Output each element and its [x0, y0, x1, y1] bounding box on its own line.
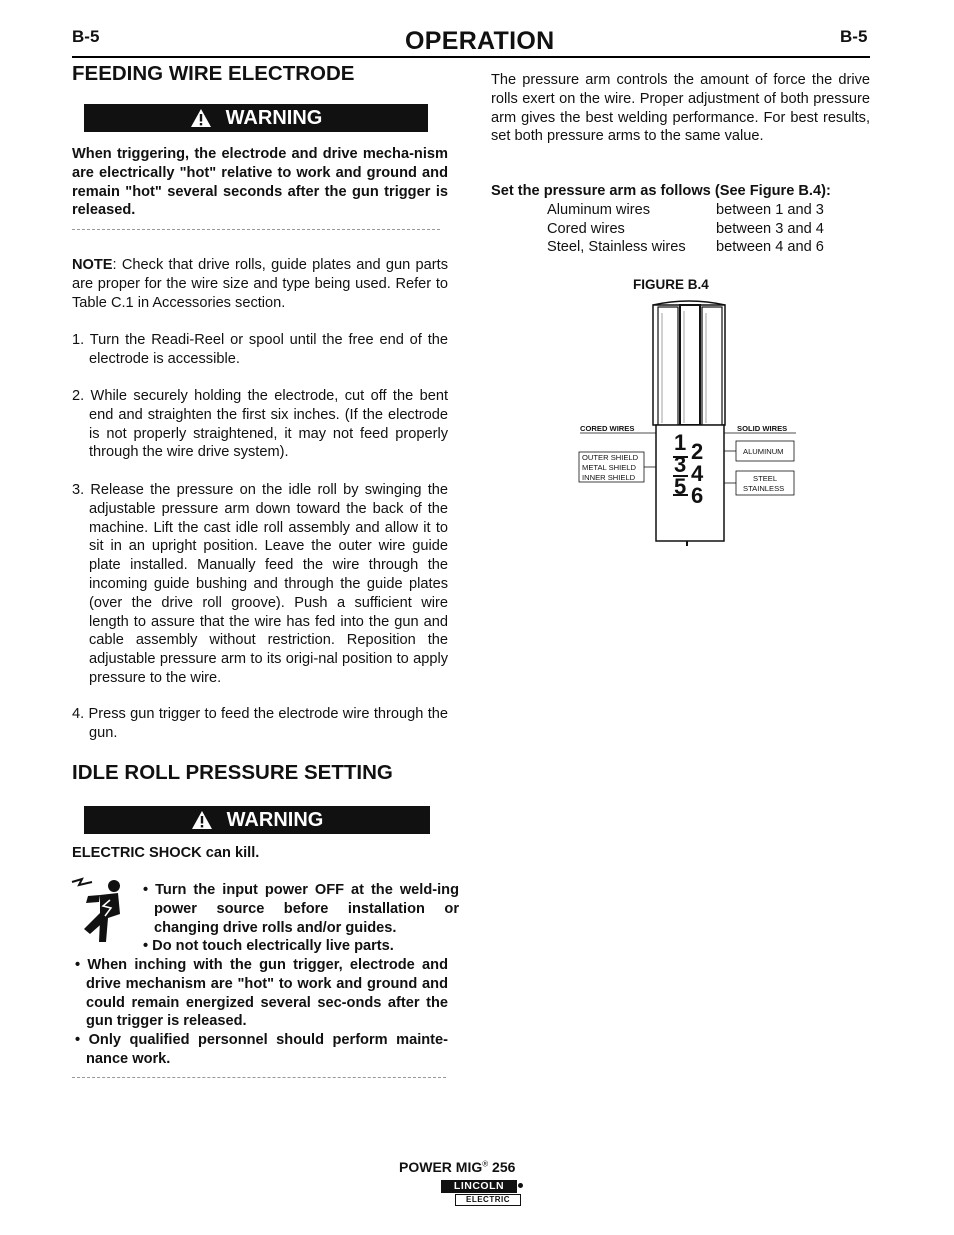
setting-cored-range: between 3 and 4: [716, 221, 824, 237]
page-number-right: B-5: [840, 27, 868, 46]
setting-aluminum-wire: Aluminum wires: [547, 202, 650, 218]
warning-label: WARNING: [226, 808, 324, 831]
outer-shield-label: OUTER SHIELD: [582, 453, 639, 462]
warning-banner: [84, 104, 428, 132]
step-2: 2. While securely holding the electrode, cut off the bent end and straighten the first six inches. (If the electrode is not properly straightened, it may not feed properly through the wire drive system).: [72, 388, 448, 461]
setting-steel-wire: Steel, Stainless wires: [547, 239, 686, 255]
warning-banner-2: [84, 806, 430, 834]
setting-aluminum-range: between 1 and 3: [716, 202, 824, 218]
section-heading-feeding: FEEDING WIRE ELECTRODE: [72, 62, 355, 85]
header-rule: [72, 56, 870, 58]
steel-label: STEEL: [753, 474, 778, 483]
note-paragraph: [72, 256, 448, 312]
set-pressure-heading: Set the pressure arm as follows (See Figure B.4):: [491, 183, 831, 199]
note-text: : Check that drive rolls, guide plates and gun parts are proper for the wire size and type being used. Refer to Table C.1 in Accessories section.: [72, 257, 448, 311]
step-1: 1. Turn the Readi-Reel or spool until the free end of the electrode is accessible.: [72, 332, 448, 367]
scale-number-1: 1: [674, 430, 687, 455]
warning-triangle-icon: [191, 810, 213, 830]
warning-triangle-icon: [190, 108, 212, 128]
stainless-label: STAINLESS: [743, 484, 785, 493]
footer-registered: ®: [482, 1159, 489, 1169]
scale-number-6: 6: [691, 483, 704, 508]
scale-number-3: 3: [674, 452, 687, 477]
scale-number-5: 5: [674, 474, 687, 499]
logo-top: LINCOLN: [441, 1180, 517, 1193]
shock-bullet-2: • Do not touch electrically live parts.: [143, 938, 394, 954]
inner-shield-label: INNER SHIELD: [582, 473, 636, 482]
footer-model: 256: [488, 1159, 516, 1175]
aluminum-label: ALUMINUM: [743, 447, 784, 456]
page-number-left: B-5: [72, 27, 100, 46]
step-3: 3. Release the pressure on the idle roll by swinging the adjustable pressure arm down toward the back of the machine. Lift the cast idle roll assembly and allow it to sit in an upright position. Leave the outer wire guide plate installed. Manually feed the wire through the incoming guide bushing and through the guide plates (over the drive roll groove). Push a sufficient wire length to assure that the wire has fed into the gun and cable assembly without restriction. Reposition the adjustable pressure arm to its origi-nal position to apply pressure to the wire.: [72, 482, 448, 686]
feeding-warning-text: When triggering, the electrode and drive mecha-nism are electrically "hot" relative to work and ground and remain "hot" several seconds after the gun trigger is released.: [72, 146, 448, 219]
solid-wires-label: SOLID WIRES: [737, 424, 788, 433]
shock-bullet-3: • When inching with the gun trigger, electrode and drive mechanism are "hot" to work and ground and could remain energized several sec-onds after the gun trigger is released.: [75, 957, 448, 1030]
footer-product-name: POWER MIG: [399, 1159, 483, 1175]
shock-bullet-4: • Only qualified personnel should perform mainte-nance work.: [75, 1032, 448, 1067]
scale-number-2: 2: [691, 439, 704, 464]
page-title: OPERATION: [405, 27, 555, 55]
warning-label: WARNING: [225, 106, 323, 129]
divider: [72, 229, 440, 230]
step-4: 4. Press gun trigger to feed the electrode wire through the gun.: [72, 706, 448, 741]
electric-shock-icon: [70, 876, 140, 958]
footer-product: [399, 1159, 515, 1175]
setting-steel-range: between 4 and 6: [716, 239, 824, 255]
lincoln-electric-logo: [441, 1180, 523, 1208]
pressure-arm-intro: The pressure arm controls the amount of force the drive rolls exert on the wire. Proper adjustment of both pressure arm gives the best welding performance. For best results, set both pressure arms to the same value.: [491, 72, 870, 145]
setting-cored-wire: Cored wires: [547, 221, 625, 237]
electric-shock-text: ELECTRIC SHOCK can kill.: [72, 845, 260, 861]
cored-wires-label: CORED WIRES: [580, 424, 635, 433]
shock-bullet-1: • Turn the input power OFF at the weld-ing power source before installation or changing drive rolls and/or guides.: [143, 882, 459, 936]
metal-shield-label: METAL SHIELD: [582, 463, 637, 472]
section-heading-idle-roll: IDLE ROLL PRESSURE SETTING: [72, 761, 393, 784]
logo-bottom: ELECTRIC: [455, 1194, 521, 1206]
figure-label: FIGURE B.4: [633, 277, 709, 292]
divider: [72, 1077, 446, 1078]
scale-number-4: 4: [691, 461, 704, 486]
note-label: NOTE: [72, 257, 113, 273]
